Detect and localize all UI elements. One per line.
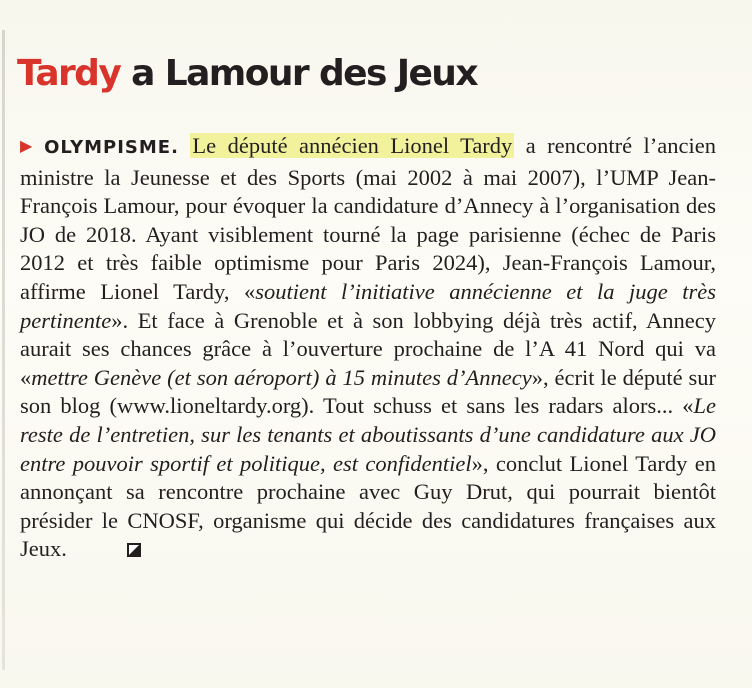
article-text-4: », conclut Lionel Tardy en annonçant sa rencontre prochaine avec Guy Drut, qui pourrait bientôt présider le CNOSF, organisme qui décide des candidatures françaises aux Jeux. [20, 450, 716, 562]
kicker-arrow-icon: ▶ [20, 138, 39, 155]
article-body [20, 132, 716, 564]
headline [17, 52, 477, 96]
quote-2: mettre Genève (et son aéroport) à 15 minutes d’Annecy [31, 364, 532, 390]
quote-1: soutient l’initiative annécienne et la juge très pertinente [20, 278, 716, 333]
quote-3: Le reste de l’entretien, sur les tenants et aboutissants d’une candidature aux JO entre pouvoir sportif et politique, est confidentiel [20, 393, 716, 476]
headline-name: Tardy [17, 53, 121, 94]
article-text-1: a rencontré l’ancien ministre la Jeunesse et des Sports (mai 2002 à mai 2007), l’UMP Jean-François Lamour, pour évoquer la candidature d’Annecy à l’organisation des JO de 2018. Ayant visiblement tourné la page parisienne (échec de Paris 2012 et très faible optimisme pour Paris 2024), Jean-François Lamour, affirme Lionel Tardy, « [20, 133, 717, 304]
headline-rest: a Lamour des Jeux [120, 53, 477, 94]
paper-edge-shadow [2, 30, 5, 670]
highlighted-text: Le député annécien Lionel Tardy [192, 133, 513, 158]
end-of-article-icon [127, 543, 141, 557]
article-text-2: ». Et face à Grenoble et à son lobbying déjà très actif, Annecy aurait ses chances grâce à l’ouverture prochaine de l’A 41 Nord qui va « [20, 307, 716, 390]
article-text-3: », écrit le député sur son blog (www.lioneltardy.org). Tout schuss et sans les radars alors... « [20, 364, 716, 419]
kicker-label: OLYMPISME. [44, 137, 179, 158]
